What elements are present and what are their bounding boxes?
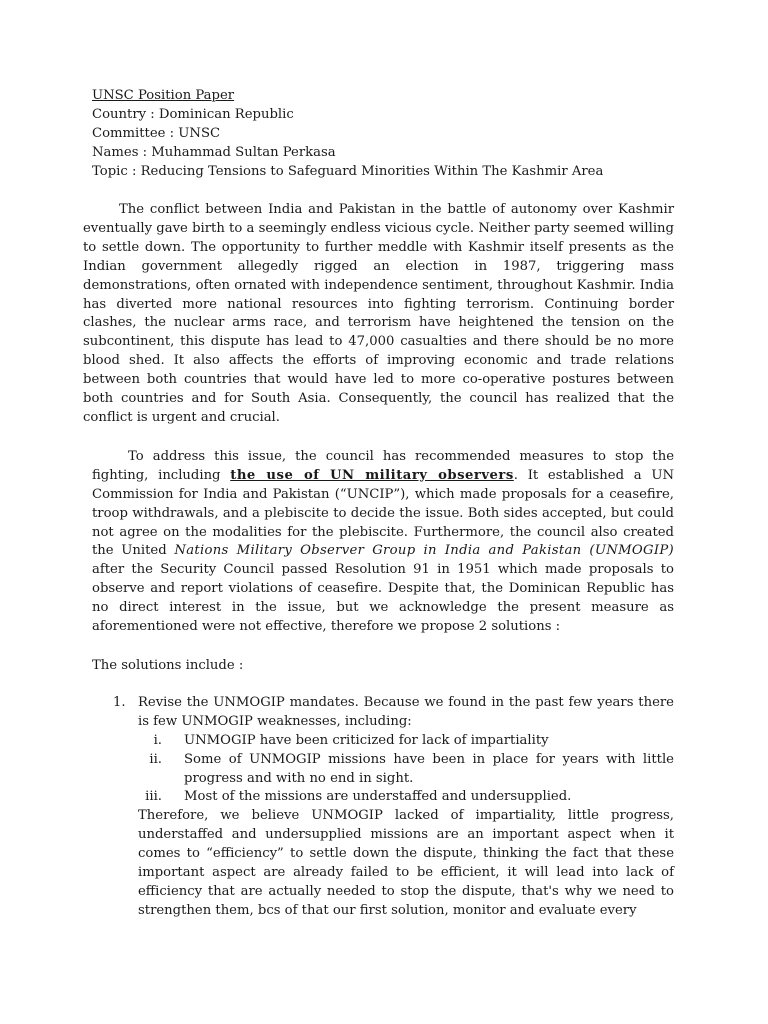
weakness-item [138, 751, 674, 789]
committee-line: Committee : UNSC [92, 126, 221, 141]
weakness-list [138, 732, 674, 808]
paragraph-background: The conflict between India and Pakistan in the battle of autonomy over Kashmir eventually gave birth to a seemingly endless vicious cycle. Neither party seemed willing to settle down. The opportunity to further meddle with Kashmir itself presents as the Indian government allegedly rigged an election in 1987, triggering mass demonstrations, often ornated with independence sentiment, throughout Kashmir. India has diverted more national resources into fighting terrorism. Continuing border clashes, the nuclear arms race, and terrorism have heightened the tension on the subcontinent, this dispute has lead to 47,000 casualties and there should be no more blood shed. It also affects the efforts of improving economic and trade relations between both countries that would have led to more co-operative postures between both countries and for South Asia. Consequently, the council has realized that the conflict is urgent and crucial. [83, 202, 674, 425]
spacer [92, 675, 674, 694]
country-line: Country : Dominican Republic [92, 107, 294, 122]
weakness-text: Most of the missions are understaffed and undersupplied. [184, 789, 572, 805]
topic-line: Topic : Reducing Tensions to Safeguard Minorities Within The Kashmir Area [92, 164, 604, 179]
weakness-numeral: i. [153, 732, 162, 748]
document-title: UNSC Position Paper [92, 88, 235, 103]
solution-followup: Therefore, we believe UNMOGIP lacked of impartiality, little progress, understaffed and undersupplied missions are an important aspect when it comes to “efficiency” to settle down the dispute, thinking the fact that these important aspect are already failed to be efficient, it will lead into lack of efficiency that are actually needed to stop the dispute, that's why we need to strengthen them, bcs of that our first solution, monitor and evaluate every [138, 808, 674, 918]
solutions-list [92, 694, 674, 921]
weakness-item [138, 732, 674, 751]
solution-number: 1. [113, 694, 126, 710]
paragraph-measures-part2: . It established a UN Commission for India and Pakistan (“UNCIP”), which made proposals for a ceasefire, troop withdrawals, and a plebiscite to decide the issue. Both sides accepted, but could not agree on the modalities for the plebiscite. Furthermore, the council also created the United [92, 467, 675, 559]
document-page [83, 86, 675, 921]
spacer [92, 637, 674, 656]
un-military-observers-emphasis: the use of UN military observers [230, 467, 514, 483]
spacer [92, 181, 674, 201]
weakness-text: Some of UNMOGIP missions have been in place for years with little progress and with no end in sight. [184, 751, 674, 786]
paragraph-measures-part1: To address this issue, the council has recommended measures to stop the fighting, including [92, 448, 674, 483]
spacer [92, 428, 674, 448]
weakness-numeral: ii. [149, 751, 162, 767]
paragraph-measures [92, 448, 674, 637]
names-line: Names : Muhammad Sultan Perkasa [92, 145, 336, 160]
solution-text: Revise the UNMOGIP mandates. Because we found in the past few years there is few UNMOGIP weaknesses, including: [138, 694, 674, 729]
weakness-numeral: iii. [145, 789, 162, 805]
weakness-text: UNMOGIP have been criticized for lack of impartiality [184, 732, 549, 748]
solutions-intro: The solutions include : [92, 657, 244, 673]
unmogip-italic: Nations Military Observer Group in India and Pakistan (UNMOGIP) [174, 543, 674, 559]
solution-item [92, 694, 674, 921]
paragraph-measures-part3: after the Security Council passed Resolution 91 in 1951 which made proposals to observe and report violations of ceasefire. Despite that, the Dominican Republic has no direct interest in the issue, but we acknowledge the present measure as aforementioned were not effective, therefore we propose 2 solutions : [92, 562, 674, 635]
weakness-item [138, 788, 674, 807]
